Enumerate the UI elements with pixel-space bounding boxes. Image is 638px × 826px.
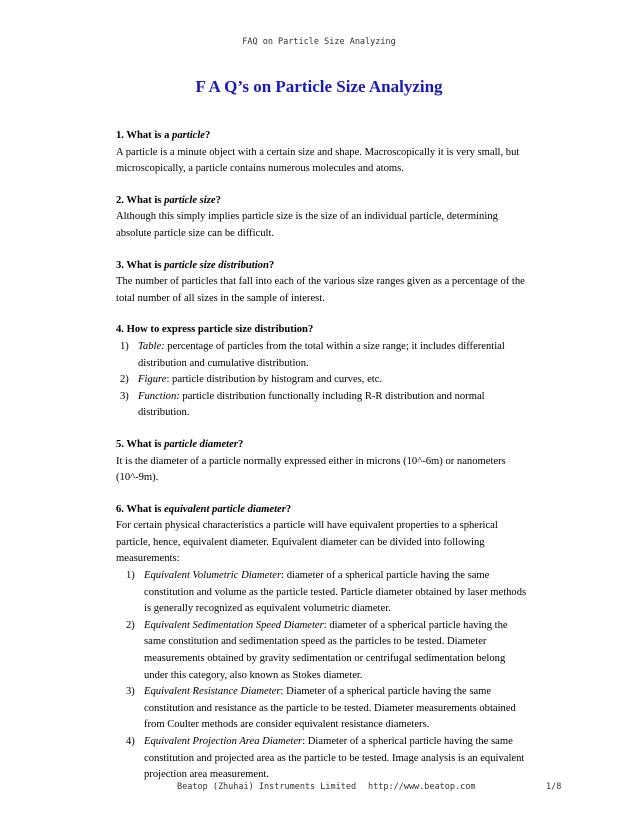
question-term: equivalent particle diameter [164, 503, 286, 515]
faq-section-2 [116, 193, 531, 243]
question-prefix: 5. What is [116, 438, 165, 450]
list-text: : diameter of a spherical particle having the same constitution and volume as the particle tested. Particle diameter obtained by laser methods is generally recognized as equivalent volumetric diameter. [144, 570, 527, 615]
list-text: : Diameter of a spherical particle having the same constitution and projected area as the particle to be tested. Image analysis is an equivalent projection area measurement. [144, 736, 525, 781]
faq-section-5 [116, 437, 531, 487]
question-prefix: 2. What is [116, 194, 165, 206]
list-number: 2) [126, 619, 135, 631]
list-item [116, 734, 531, 784]
list-term: Table: [138, 340, 165, 352]
question-prefix: 3. What is [116, 259, 165, 271]
question-heading [116, 128, 531, 145]
list-term: Figure [138, 374, 167, 386]
faq-section-4 [116, 322, 531, 422]
question-heading [116, 502, 531, 519]
list-item [116, 372, 531, 389]
question-prefix: 6. What is [116, 503, 165, 515]
running-header: FAQ on Particle Size Analyzing [242, 37, 396, 47]
list-term: Equivalent Volumetric Diameter [144, 570, 282, 582]
list-term: Equivalent Resistance Diameter [144, 686, 281, 698]
list-number: 2) [120, 374, 129, 386]
footer-company: Beatop (Zhuhai) Instruments Limited [177, 782, 357, 792]
list-number: 1) [120, 340, 129, 352]
question-heading: 4. How to express particle size distribution? [116, 324, 314, 336]
question-term: particle size distribution [164, 259, 269, 271]
question-suffix: ? [285, 503, 292, 515]
list-item [116, 568, 531, 618]
answer-text: The number of particles that fall into each of the various size ranges given as a percentage of the total number of all sizes in the sample of interest. [116, 276, 525, 304]
document-title: F A Q’s on Particle Size Analyzing [195, 77, 443, 96]
list-text: : diameter of a spherical particle having the same constitution and sedimentation speed as the particles to be tested. Diameter measurements obtained by gravity sedimentation or centrifugal sedimentation belong under this category, also known as Stokes diameter. [144, 619, 508, 681]
list-term: Equivalent Sedimentation Speed Diameter [144, 619, 324, 631]
question-prefix: 1. What is a [116, 130, 173, 141]
list-number: 3) [126, 686, 135, 698]
question-heading [116, 258, 531, 275]
list-text: : particle distribution by histogram and curves, etc. [166, 374, 383, 386]
question-suffix: ? [237, 438, 244, 450]
list-number: 4) [126, 736, 135, 747]
faq-content [116, 128, 531, 799]
list-item [116, 684, 531, 734]
question-term: particle [172, 130, 205, 141]
equivalent-diameter-list [116, 568, 531, 784]
question-term: particle size [164, 194, 216, 206]
faq-section-3 [116, 258, 531, 308]
list-text: particle distribution functionally including R-R distribution and normal distribution. [138, 390, 485, 419]
question-heading [116, 193, 531, 210]
question-suffix: ? [215, 194, 221, 206]
question-term: particle diameter [164, 438, 238, 450]
list-item [116, 339, 531, 372]
list-text: : Diameter of a spherical particle having the same constitution and resistance as the particle to be tested. Diameter measurements obtained from Coulter methods are consider equivalent resistance diameters. [144, 686, 516, 731]
answer-text: For certain physical characteristics a particle will have equivalent properties to a spherical particle, hence, equivalent diameter. Equivalent diameter can be divided into following measurements: [116, 520, 498, 565]
list-item [116, 618, 531, 684]
expression-list [116, 339, 531, 422]
page-number: 1/8 [546, 782, 562, 792]
list-term: Function: [138, 390, 180, 402]
list-number: 3) [120, 390, 129, 402]
answer-text: Although this simply implies particle size is the size of an individual particle, determining absolute particle size can be difficult. [116, 211, 498, 239]
faq-section-6 [116, 502, 531, 784]
list-item [116, 389, 531, 422]
list-number: 1) [126, 570, 135, 582]
footer-url-link[interactable]: http://www.beatop.com [368, 782, 476, 792]
list-term: Equivalent Projection Area Diameter [144, 736, 303, 747]
answer-text: It is the diameter of a particle normally expressed either in microns (10^-6m) or nanometers (10^-9m). [116, 455, 506, 484]
question-heading [116, 437, 531, 454]
question-suffix: ? [268, 259, 275, 271]
list-text: percentage of particles from the total within a size range; it includes differential distribution and cumulative distribution. [138, 340, 505, 369]
answer-text: A particle is a minute object with a certain size and shape. Macroscopically it is very small, but microscopically, a particle contains numerous molecules and atoms. [116, 146, 520, 175]
faq-section-1 [116, 128, 531, 178]
question-suffix: ? [204, 130, 211, 141]
